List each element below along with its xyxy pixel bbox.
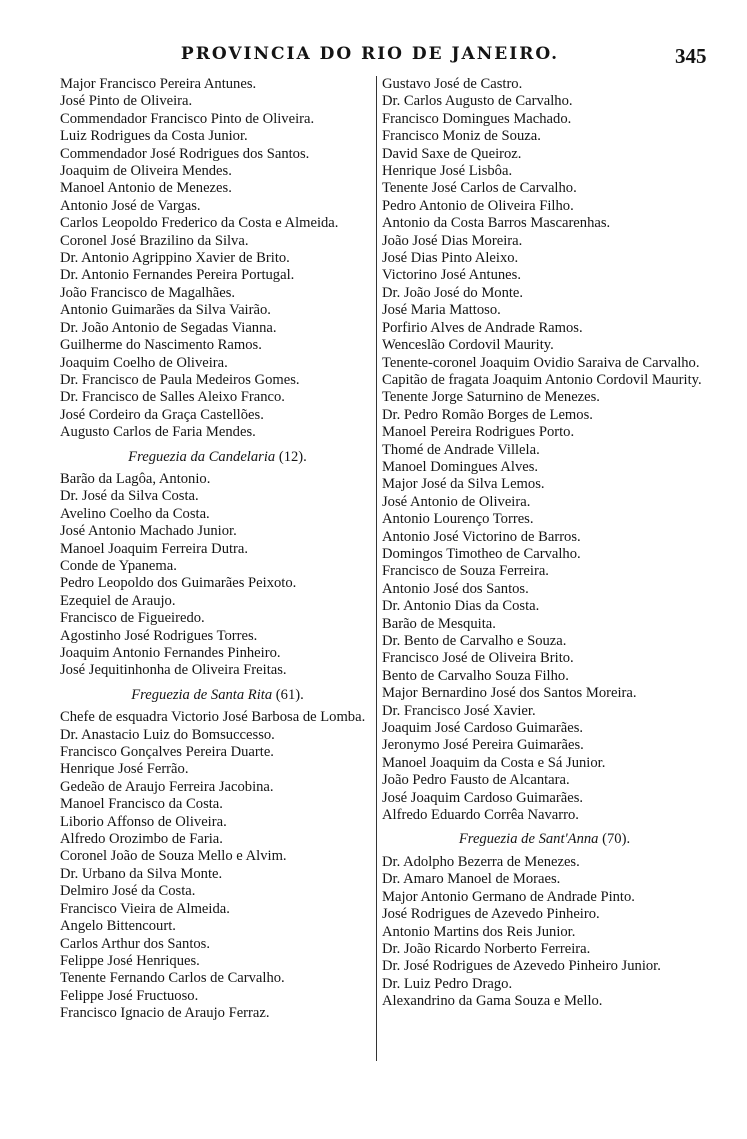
list-entry: Francisco de Figueiredo. bbox=[60, 610, 205, 627]
list-entry: Tenente-coronel Joaquim Ovidio Saraiva de Carvalho. bbox=[382, 354, 700, 371]
list-entry: Francisco Domingues Machado. bbox=[382, 110, 572, 127]
list-entry: Francisco Ignacio de Araujo Ferraz. bbox=[60, 1005, 270, 1022]
list-entry: Manoel Domingues Alves. bbox=[382, 458, 539, 475]
list-entry: Antonio José Victorino de Barros. bbox=[382, 528, 581, 545]
list-entry: Dr. João José do Monte. bbox=[382, 284, 524, 301]
list-entry: Joaquim José Cardoso Guimarães. bbox=[382, 720, 584, 737]
list-entry: Carlos Leopoldo Frederico da Costa e Almeida. bbox=[60, 215, 339, 232]
list-entry: Major Bernardino José dos Santos Moreira. bbox=[382, 685, 637, 702]
right-column bbox=[382, 76, 707, 1011]
list-entry: João José Dias Moreira. bbox=[382, 232, 523, 249]
list-entry: Dr. Francisco de Salles Aleixo Franco. bbox=[60, 389, 285, 406]
list-entry: Dr. Adolpho Bezerra de Menezes. bbox=[382, 853, 580, 870]
list-entry: Antonio Lourenço Torres. bbox=[382, 511, 534, 528]
list-entry: Joaquim Antonio Fernandes Pinheiro. bbox=[60, 645, 281, 661]
list-entry: Porfirio Alves de Andrade Ramos. bbox=[382, 319, 583, 336]
list-entry: Dr. Bento de Carvalho e Souza. bbox=[382, 633, 567, 649]
list-entry: Commendador Francisco Pinto de Oliveira. bbox=[60, 110, 315, 127]
list-entry: Dr. João Antonio de Segadas Vianna. bbox=[60, 319, 277, 336]
list-entry: João Francisco de Magalhães. bbox=[60, 284, 236, 301]
list-entry: Dr. Francisco José Xavier. bbox=[382, 702, 536, 719]
list-entry: Tenente Fernando Carlos de Carvalho. bbox=[60, 970, 285, 987]
left-column bbox=[60, 76, 375, 1023]
list-entry: Manoel Antonio de Menezes. bbox=[60, 180, 232, 197]
list-entry: Francisco Vieira de Almeida. bbox=[60, 900, 230, 917]
list-entry: Manoel Pereira Rodrigues Porto. bbox=[382, 424, 575, 441]
list-entry: Tenente José Carlos de Carvalho. bbox=[382, 180, 577, 197]
list-entry: Coronel José Brazilino da Silva. bbox=[60, 232, 249, 249]
left-list-3 bbox=[60, 709, 375, 1022]
list-entry: Alexandrino da Gama Souza e Mello. bbox=[382, 993, 603, 1010]
list-entry: José Pinto de Oliveira. bbox=[60, 93, 193, 110]
list-entry: Major José da Silva Lemos. bbox=[382, 476, 545, 493]
right-list-2 bbox=[382, 854, 707, 1011]
list-entry: Francisco de Souza Ferreira. bbox=[382, 563, 549, 580]
list-entry: Dr. Francisco de Paula Medeiros Gomes. bbox=[60, 371, 300, 388]
list-entry: Pedro Antonio de Oliveira Filho. bbox=[382, 197, 574, 214]
list-entry: Pedro Leopoldo dos Guimarães Peixoto. bbox=[60, 575, 297, 592]
list-entry: Francisco José de Oliveira Brito. bbox=[382, 650, 574, 667]
list-entry: Bento de Carvalho Souza Filho. bbox=[382, 667, 569, 684]
page-number: 345 bbox=[675, 44, 707, 68]
list-entry: José Maria Mattoso. bbox=[382, 302, 501, 319]
list-entry: Major Francisco Pereira Antunes. bbox=[60, 76, 257, 92]
list-entry: Dr. José Rodrigues de Azevedo Pinheiro Junior. bbox=[382, 958, 661, 975]
list-entry: Antonio Martins dos Reis Junior. bbox=[382, 923, 576, 940]
list-entry: Manoel Francisco da Costa. bbox=[60, 796, 223, 813]
list-entry: Dr. Antonio Agrippino Xavier de Brito. bbox=[60, 250, 290, 267]
list-entry: Carlos Arthur dos Santos. bbox=[60, 935, 210, 952]
list-entry: Francisco Gonçalves Pereira Duarte. bbox=[60, 744, 274, 761]
list-entry: José Dias Pinto Aleixo. bbox=[382, 250, 519, 267]
list-entry: Domingos Timotheo de Carvalho. bbox=[382, 545, 581, 562]
list-entry: Joaquim Coelho de Oliveira. bbox=[60, 354, 228, 371]
right-list-1 bbox=[382, 76, 707, 824]
list-entry: Augusto Carlos de Faria Mendes. bbox=[60, 424, 256, 441]
left-list-1 bbox=[60, 76, 375, 442]
list-entry: Capitão de fragata Joaquim Antonio Cordovil Maurity. bbox=[382, 371, 702, 388]
section-title: Freguezia da Candelaria bbox=[128, 448, 276, 465]
list-entry: José Joaquim Cardoso Guimarães. bbox=[382, 789, 584, 806]
list-entry: José Rodrigues de Azevedo Pinheiro. bbox=[382, 906, 600, 923]
list-entry: Liborio Affonso de Oliveira. bbox=[60, 813, 227, 830]
list-entry: Dr. Antonio Dias da Costa. bbox=[382, 598, 540, 615]
list-entry: Wenceslão Cordovil Maurity. bbox=[382, 337, 554, 354]
list-entry: Henrique José Lisbôa. bbox=[382, 163, 513, 180]
list-entry: Victorino José Antunes. bbox=[382, 267, 521, 284]
section-title: Freguezia de Santa Rita bbox=[131, 686, 273, 703]
list-entry: José Antonio de Oliveira. bbox=[382, 493, 531, 510]
list-entry: José Jequitinhonha de Oliveira Freitas. bbox=[60, 662, 287, 679]
list-entry: Angelo Bittencourt. bbox=[60, 918, 176, 935]
list-entry: Conde de Ypanema. bbox=[60, 557, 177, 574]
list-entry: Delmiro José da Costa. bbox=[60, 883, 196, 900]
list-entry: Felippe José Henriques. bbox=[60, 952, 200, 969]
section-heading-candelaria bbox=[60, 449, 375, 466]
list-entry: Gedeão de Araujo Ferreira Jacobina. bbox=[60, 778, 274, 795]
list-entry: Antonio Guimarães da Silva Vairão. bbox=[60, 302, 271, 319]
list-entry: Joaquim de Oliveira Mendes. bbox=[60, 163, 232, 180]
list-entry: Dr. Urbano da Silva Monte. bbox=[60, 865, 223, 882]
list-entry: Major Antonio Germano de Andrade Pinto. bbox=[382, 888, 635, 905]
list-entry: Commendador José Rodrigues dos Santos. bbox=[60, 145, 310, 162]
section-count: (70). bbox=[602, 831, 631, 848]
section-count: (12). bbox=[278, 448, 307, 465]
list-entry: Agostinho José Rodrigues Torres. bbox=[60, 627, 258, 644]
section-heading-santa-rita bbox=[60, 687, 375, 704]
list-entry: Luiz Rodrigues da Costa Junior. bbox=[60, 128, 248, 145]
list-entry: Chefe de esquadra Victorio José Barbosa de Lomba. bbox=[60, 709, 366, 726]
list-entry: Jeronymo José Pereira Guimarães. bbox=[382, 737, 584, 754]
list-entry: José Antonio Machado Junior. bbox=[60, 523, 237, 540]
column-divider bbox=[376, 76, 377, 1061]
list-entry: Dr. Antonio Fernandes Pereira Portugal. bbox=[60, 267, 295, 284]
list-entry: João Pedro Fausto de Alcantara. bbox=[382, 772, 570, 789]
section-count: (61). bbox=[275, 686, 304, 703]
list-entry: Dr. Luiz Pedro Drago. bbox=[382, 975, 513, 992]
list-entry: Avelino Coelho da Costa. bbox=[60, 505, 210, 522]
list-entry: Antonio José dos Santos. bbox=[382, 580, 529, 597]
list-entry: Barão de Mesquita. bbox=[382, 615, 496, 632]
list-entry: Gustavo José de Castro. bbox=[382, 76, 523, 92]
list-entry: Tenente Jorge Saturnino de Menezes. bbox=[382, 389, 600, 406]
list-entry: Dr. João Ricardo Norberto Ferreira. bbox=[382, 940, 591, 957]
list-entry: Dr. Amaro Manoel de Moraes. bbox=[382, 871, 561, 888]
list-entry: Coronel João de Souza Mello e Alvim. bbox=[60, 848, 287, 865]
page-header: PROVINCIA DO RIO DE JANEIRO. bbox=[180, 44, 560, 64]
list-entry: Alfredo Orozimbo de Faria. bbox=[60, 831, 223, 848]
list-entry: Guilherme do Nascimento Ramos. bbox=[60, 337, 262, 354]
list-entry: Manoel Joaquim Ferreira Dutra. bbox=[60, 540, 249, 557]
list-entry: David Saxe de Queiroz. bbox=[382, 145, 522, 162]
list-entry: Dr. Anastacio Luiz do Bomsuccesso. bbox=[60, 726, 275, 743]
list-entry: Francisco Moniz de Souza. bbox=[382, 128, 541, 145]
list-entry: Manoel Joaquim da Costa e Sá Junior. bbox=[382, 754, 606, 771]
list-entry: Henrique José Ferrão. bbox=[60, 761, 189, 778]
list-entry: Dr. Carlos Augusto de Carvalho. bbox=[382, 93, 573, 110]
list-entry: Antonio da Costa Barros Mascarenhas. bbox=[382, 215, 611, 232]
list-entry: Ezequiel de Araujo. bbox=[60, 592, 176, 609]
list-entry: José Cordeiro da Graça Castellões. bbox=[60, 406, 264, 423]
list-entry: Alfredo Eduardo Corrêa Navarro. bbox=[382, 807, 579, 824]
section-title: Freguezia de Sant'Anna bbox=[458, 831, 599, 848]
left-list-2 bbox=[60, 471, 375, 680]
list-entry: Felippe José Fructuoso. bbox=[60, 987, 199, 1004]
list-entry: Barão da Lagôa, Antonio. bbox=[60, 470, 211, 487]
list-entry: Thomé de Andrade Villela. bbox=[382, 441, 540, 458]
list-entry: Dr. Pedro Romão Borges de Lemos. bbox=[382, 406, 593, 423]
list-entry: Dr. José da Silva Costa. bbox=[60, 488, 199, 505]
list-entry: Antonio José de Vargas. bbox=[60, 197, 201, 214]
section-heading-santanna bbox=[382, 831, 707, 848]
